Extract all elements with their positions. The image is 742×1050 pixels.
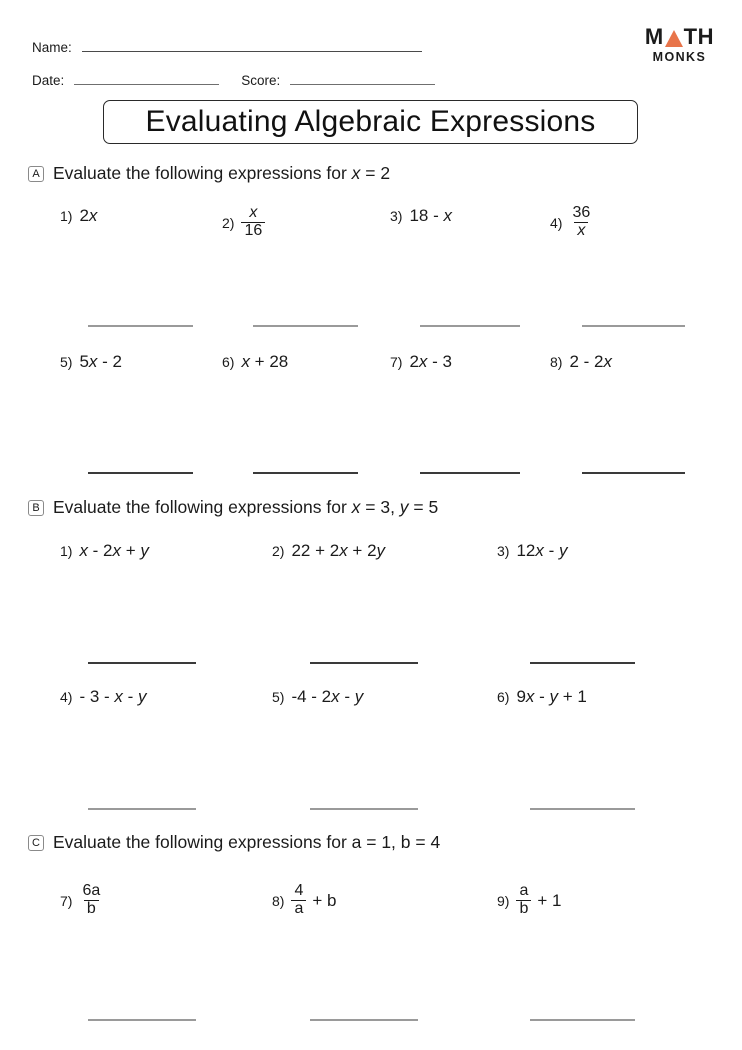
triangle-a-icon (665, 30, 683, 47)
answer-line[interactable] (88, 325, 193, 327)
score-input-line[interactable] (290, 84, 435, 85)
problem-item (60, 687, 147, 707)
problem-item (550, 352, 612, 372)
expression-suffix: + 1 (537, 890, 562, 910)
worksheet-title-box (103, 100, 638, 144)
problem-number: 1) (60, 543, 73, 559)
problem-expression: 18 - x (409, 206, 452, 225)
problem-number: 7) (60, 893, 73, 910)
fraction (516, 883, 531, 918)
worksheet-header (32, 30, 712, 88)
problem-item (550, 206, 593, 241)
problem-number: 6) (497, 689, 510, 705)
answer-line[interactable] (420, 325, 520, 327)
problem-item (60, 884, 103, 919)
fraction-numerator: 6a (82, 882, 101, 899)
answer-line[interactable] (582, 472, 685, 474)
answer-line[interactable] (310, 662, 418, 664)
problem-expression: x - 2x + y (79, 541, 149, 560)
fraction-denominator: b (84, 900, 99, 918)
problem-number: 3) (497, 543, 510, 559)
fraction (241, 205, 265, 240)
section-heading-a (28, 163, 390, 184)
answer-line[interactable] (88, 472, 193, 474)
problem-number: 1) (60, 208, 73, 224)
mathmonks-logo (645, 26, 714, 64)
fraction-denominator: x (574, 222, 588, 240)
problem-item (222, 206, 265, 241)
logo-wordmark-bottom: MONKS (652, 50, 707, 64)
section-heading-b (28, 497, 438, 518)
problem-expression (291, 884, 336, 919)
problem-number: 6) (222, 354, 235, 370)
problem-expression: 12x - y (516, 541, 568, 560)
problem-number: 8) (272, 893, 285, 910)
problem-number: 5) (60, 354, 73, 370)
problem-expression: - 3 - x - y (79, 687, 147, 706)
answer-line[interactable] (530, 1019, 635, 1021)
section-instruction-c: Evaluate the following expressions for a = 1, b = 4 (53, 832, 441, 852)
date-label: Date: (32, 72, 65, 88)
score-label: Score: (241, 72, 281, 88)
name-input-line[interactable] (82, 51, 422, 52)
problem-number: 4) (60, 689, 73, 705)
problem-expression: 9x - y + 1 (516, 687, 587, 706)
answer-line[interactable] (530, 808, 635, 810)
problem-item (60, 206, 97, 226)
problem-number: 4) (550, 215, 563, 232)
problem-item (272, 541, 385, 561)
problem-expression (241, 206, 265, 241)
name-field-row (32, 30, 712, 55)
problem-number: 9) (497, 893, 510, 910)
answer-line[interactable] (310, 808, 418, 810)
answer-line[interactable] (420, 472, 520, 474)
section-badge-c: C (28, 835, 44, 851)
problem-expression: 22 + 2x + 2y (291, 541, 386, 560)
fraction-numerator: x (249, 204, 258, 221)
problem-item (497, 541, 567, 561)
problem-number: 2) (272, 543, 285, 559)
problem-item (272, 884, 336, 919)
answer-line[interactable] (88, 808, 196, 810)
problem-number: 2) (222, 215, 235, 232)
fraction-numerator: a (519, 882, 529, 899)
problem-expression (79, 884, 103, 919)
answer-line[interactable] (88, 1019, 196, 1021)
fraction (569, 205, 593, 240)
problem-item (60, 352, 122, 372)
logo-th-letters: TH (683, 24, 714, 49)
problem-expression: -4 - 2x - y (291, 687, 364, 706)
answer-line[interactable] (530, 662, 635, 664)
answer-line[interactable] (582, 325, 685, 327)
problem-expression: 2 - 2x (569, 352, 612, 371)
expression-suffix: + b (312, 890, 337, 910)
problem-number: 3) (390, 208, 403, 224)
date-input-line[interactable] (74, 84, 219, 85)
answer-line[interactable] (310, 1019, 418, 1021)
problem-item (390, 206, 452, 226)
problem-number: 7) (390, 354, 403, 370)
page-title: Evaluating Algebraic Expressions (145, 105, 596, 138)
problem-item (497, 687, 587, 707)
answer-line[interactable] (253, 472, 358, 474)
section-badge-b: B (28, 500, 44, 516)
problem-item (222, 352, 288, 372)
logo-wordmark-top (645, 26, 714, 48)
fraction-denominator: b (516, 900, 531, 918)
fraction-denominator: a (291, 900, 306, 918)
answer-line[interactable] (88, 662, 196, 664)
logo-m-letter: M (644, 24, 664, 49)
problem-item (390, 352, 452, 372)
section-instruction-a: Evaluate the following expressions for x = 2 (53, 163, 391, 183)
section-badge-a: A (28, 166, 44, 182)
problem-expression: x + 28 (241, 352, 289, 371)
problem-expression: 2x - 3 (409, 352, 452, 371)
problem-expression (569, 206, 593, 241)
problem-number: 5) (272, 689, 285, 705)
problem-item (272, 687, 363, 707)
fraction-denominator: 16 (241, 222, 265, 240)
fraction (291, 883, 306, 918)
answer-line[interactable] (253, 325, 358, 327)
problem-number: 8) (550, 354, 563, 370)
problem-expression: 5x - 2 (79, 352, 122, 371)
date-score-field-row (32, 63, 712, 88)
fraction-numerator: 36 (572, 204, 591, 221)
problem-item (60, 541, 149, 561)
problem-expression: 2x (79, 206, 98, 225)
problem-expression (516, 884, 561, 919)
name-label: Name: (32, 39, 72, 55)
fraction (79, 883, 103, 918)
fraction-numerator: 4 (294, 882, 304, 899)
section-heading-c (28, 832, 440, 853)
problem-item (497, 884, 561, 919)
section-instruction-b: Evaluate the following expressions for x = 3, y = 5 (53, 497, 439, 517)
